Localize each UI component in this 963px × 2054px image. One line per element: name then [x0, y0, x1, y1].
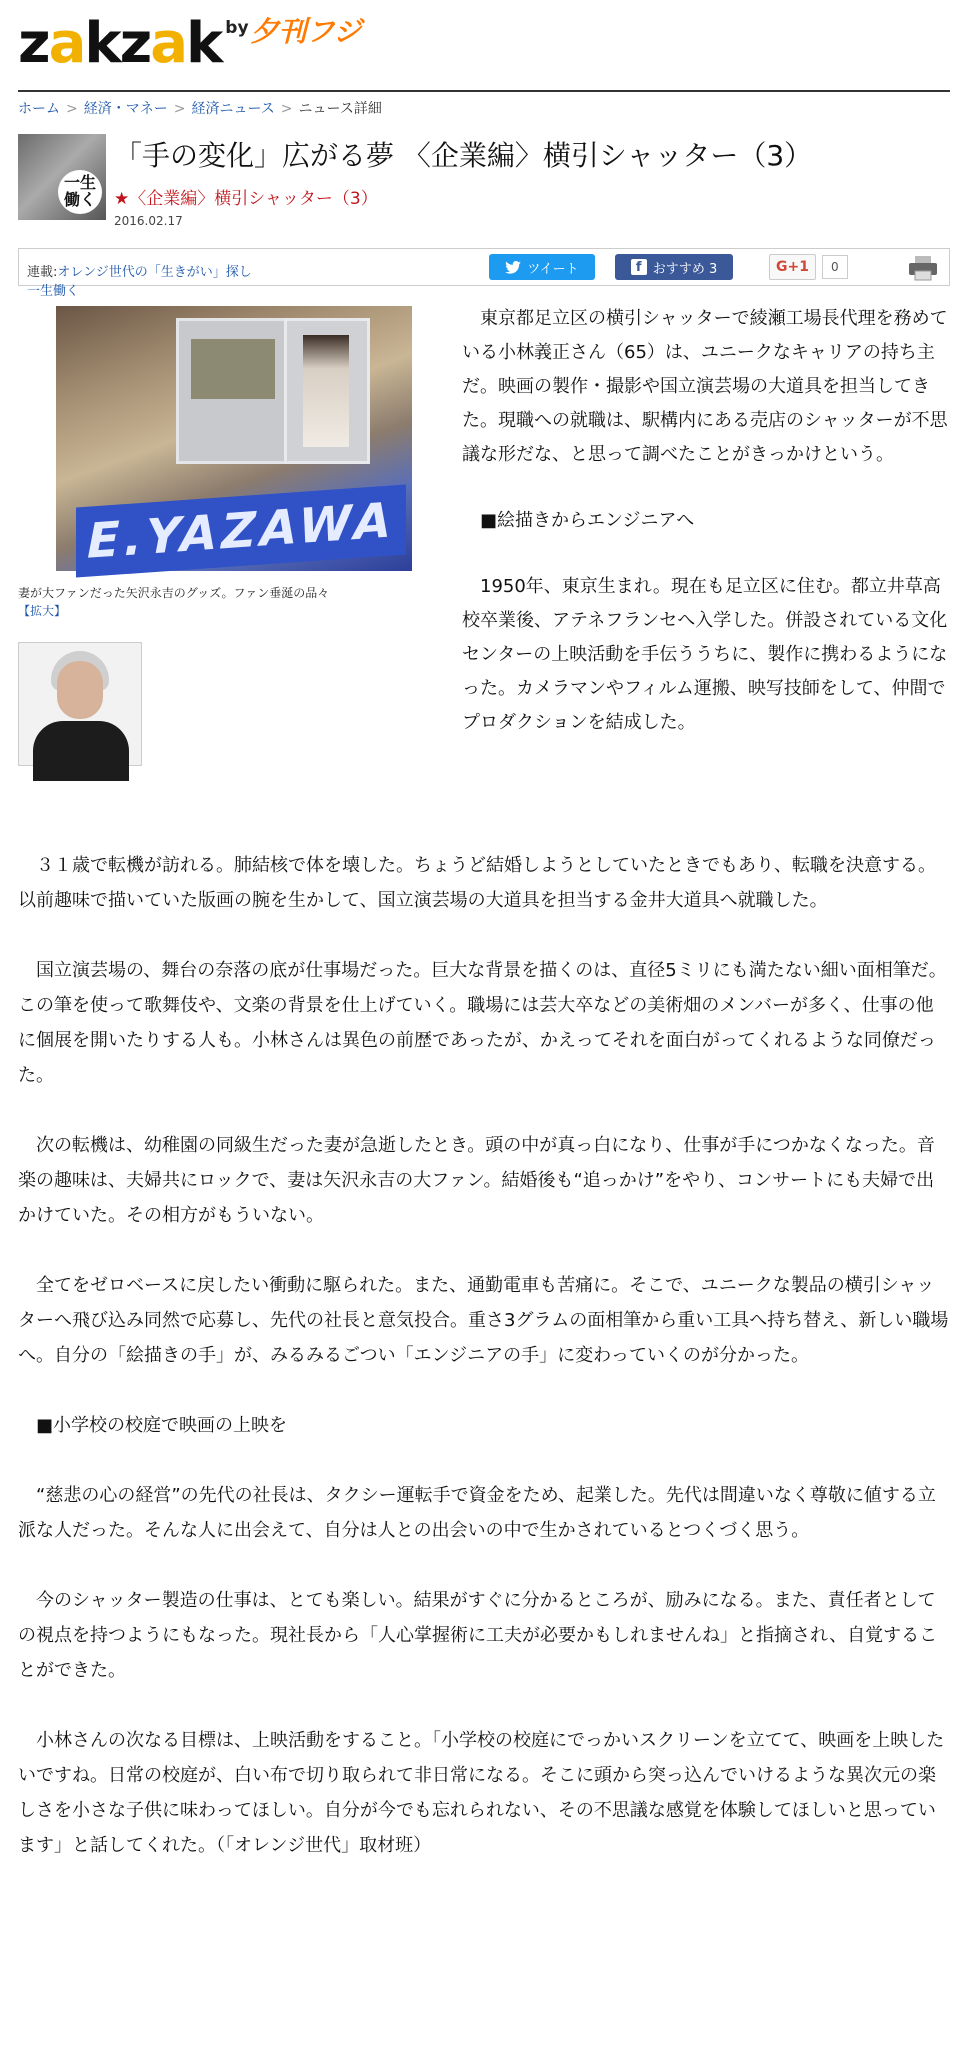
logo-brand: 夕刊フジ — [250, 15, 362, 48]
breadcrumb-separator: > — [66, 101, 78, 117]
article-paragraph: 次の転機は、幼稚園の同級生だった妻が急逝したとき。頭の中が真っ白になり、仕事が手につかなくなった。音楽の趣味は、夫婦共にロックで、妻は矢沢永吉の大ファン。結婚後も“追っかけ”をやり、コンサートにも夫婦で出かけていた。その相方がもういない。 — [18, 1135, 935, 1226]
photo-caption: 妻が大ファンだった矢沢永吉のグッズ。ファン垂涎の品々 — [18, 586, 330, 600]
facebook-recommend-button[interactable] — [615, 254, 733, 280]
breadcrumb-economy[interactable]: 経済・マネー — [83, 101, 168, 117]
article-paragraph: 小林さんの次なる目標は、上映活動をすること。「小学校の校庭にでっかいスクリーンを立てて、映画を上映したいですね。日常の校庭が、白い布で切り取られて非日常になる。そこに頭から突っ込んでいけるような異次元の楽しさを小さな子供に味わってほしい。自分が今でも忘れられない、その不思議な感覚を体験してほしいと思っています」と話してくれた。（「オレンジ世代」取材班） — [18, 1730, 945, 1856]
logo-text: zakzak — [18, 11, 222, 76]
article-paragraph: 1950年、東京生まれ。現在も足立区に住む。都立井草高校卒業後、アテネフランセへ入学した。併設されている文化センターの上映活動を手伝ううちに、製作に携わるようになった。カメラマンやフィルム運搬、映写技師をして、仲間でプロダクションを結成した。 — [462, 576, 948, 733]
gplus-count: 0 — [822, 255, 848, 279]
article-date: 2016.02.17 — [114, 214, 183, 228]
breadcrumb-separator: > — [173, 101, 186, 117]
breadcrumb-separator: > — [280, 101, 293, 117]
article-lead — [462, 302, 952, 740]
serial-info — [27, 261, 327, 299]
article-photo[interactable] — [56, 306, 412, 571]
gplus-button[interactable]: G+1 — [769, 254, 816, 280]
logo-by: by — [225, 18, 249, 38]
header-divider — [18, 90, 950, 92]
tweet-button[interactable] — [489, 254, 595, 280]
photo-banner-logo: E.YAZAWA — [76, 484, 406, 577]
serial-label: 連載: — [27, 265, 58, 280]
article-paragraph: “慈悲の心の経営”の先代の社長は、タクシー運転手で資金をため、起業した。先代は間違いなく尊敬に値する立派な人だった。そんな人に出会えて、自分は人との出会いの中で生かされているとつくづく思う。 — [18, 1485, 936, 1541]
article-paragraph: 全てをゼロベースに戻したい衝動に駆られた。また、通勤電車も苦痛に。そこで、ユニークな製品の横引シャッターへ飛び込み同然で応募し、先代の社長と意気投合。重さ3グラムの面相筆から重い工具へ持ち替え、新しい職場へ。自分の「絵描きの手」が、みるみるごつい「エンジニアの手」に変わっていくのが分かった。 — [18, 1275, 949, 1366]
article-subtitle: ★〈企業編〉横引シャッター（3） — [114, 189, 378, 209]
article-body — [18, 848, 950, 1898]
tweet-label: ツイート — [527, 261, 579, 277]
printer-icon[interactable] — [907, 255, 939, 281]
article-paragraph: 東京都足立区の横引シャッターで綾瀬工場長代理を務めている小林義正さん（65）は、ユニークなキャリアの持ち主だ。映画の製作・撮影や国立演芸場の大道具を担当してきた。現職への就職は、駅構内にある売店のシャッターが不思議な形だな、と思って調べたことがきっかけという。 — [462, 308, 948, 465]
section-heading: ■絵描きからエンジニアへ — [480, 510, 695, 531]
serial-extra-link[interactable]: 一生働く — [27, 284, 80, 299]
serial-link[interactable]: オレンジ世代の「生きがい」探し — [57, 265, 252, 280]
series-thumbnail[interactable] — [18, 134, 106, 220]
gplus-widget — [769, 254, 848, 280]
photo-frame-right — [284, 318, 370, 464]
article-paragraph: ３１歳で転機が訪れる。肺結核で体を壊した。ちょうど結婚しようとしていたときでもあり、転職を決意する。以前趣味で描いていた版画の腕を生かして、国立演芸場の大道具を担当する金井大道具へ就職した。 — [18, 855, 936, 911]
section-heading: ■小学校の校庭で映画の上映を — [36, 1415, 288, 1436]
breadcrumb-current: ニュース詳細 — [298, 101, 382, 117]
breadcrumb-economy-news[interactable]: 経済ニュース — [191, 101, 275, 117]
site-logo[interactable] — [18, 10, 362, 76]
breadcrumb — [18, 98, 382, 118]
bird-icon — [505, 261, 521, 274]
facebook-icon: f — [631, 259, 647, 275]
portrait-photo[interactable] — [18, 642, 142, 766]
series-badge: 一生働く — [58, 170, 102, 214]
social-bar — [18, 248, 950, 299]
breadcrumb-home[interactable]: ホーム — [18, 101, 60, 117]
enlarge-link[interactable]: 【拡大】 — [18, 604, 67, 618]
photo-frame-left — [176, 318, 290, 464]
facebook-label: おすすめ 3 — [652, 261, 718, 277]
page-title: 「手の変化」広がる夢 〈企業編〉横引シャッター（3） — [114, 139, 813, 172]
article-paragraph: 国立演芸場の、舞台の奈落の底が仕事場だった。巨大な背景を描くのは、直径5ミリにも満たない細い面相筆だ。この筆を使って歌舞伎や、文楽の背景を仕上げていく。職場には芸大卒などの美術畑のメンバーが多く、仕事の他に個展を開いたりする人も。小林さんは異色の前歴であったが、かえってそれを面白がってくれるような同僚だった。 — [18, 960, 947, 1086]
article-paragraph: 今のシャッター製造の仕事は、とても楽しい。結果がすぐに分かるところが、励みになる。また、責任者としての視点を持つようにもなった。現社長から「人心掌握術に工夫が必要かもしれませんね」と指摘され、自覚することができた。 — [18, 1590, 938, 1681]
